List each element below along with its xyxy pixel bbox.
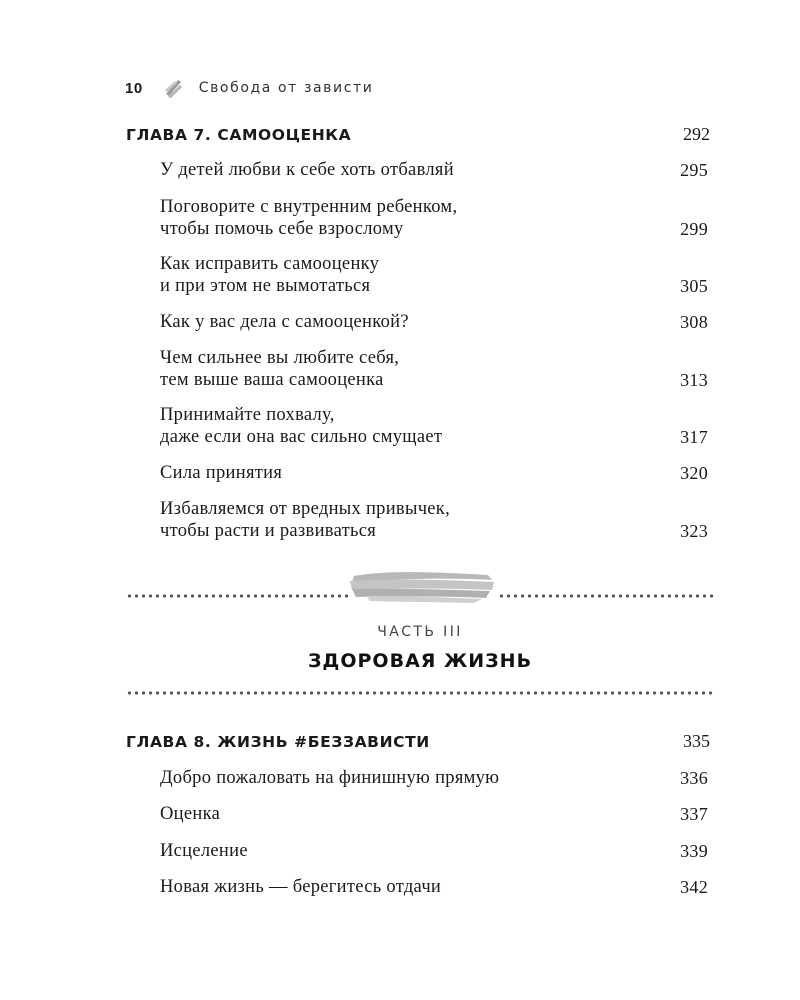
toc-entry-page: 305 xyxy=(680,276,708,296)
toc-entry[interactable] xyxy=(160,462,708,484)
toc-entry-title: Исцеление xyxy=(160,841,248,861)
running-header xyxy=(125,76,373,100)
chapter-title: ГЛАВА 7. САМООЦЕНКА xyxy=(126,126,352,144)
dotted-divider xyxy=(126,691,714,695)
toc-entry-page: 339 xyxy=(680,841,708,861)
chapter-page-number: 292 xyxy=(683,124,710,144)
dotted-divider xyxy=(498,594,714,598)
toc-entry-title: Как у вас дела с самооценкой? xyxy=(160,312,409,332)
toc-entry[interactable] xyxy=(160,404,708,448)
toc-entry-title: Новая жизнь — берегитесь отдачи xyxy=(160,877,442,897)
chapter-heading[interactable] xyxy=(126,731,710,752)
toc-entry-page: 320 xyxy=(680,463,708,483)
toc-entry-page: 342 xyxy=(680,877,708,897)
toc-entry-title: Как исправить самооценку и при этом не вымотаться xyxy=(160,254,380,296)
toc-entry[interactable] xyxy=(160,840,708,862)
chapter-title: ГЛАВА 8. ЖИЗНЬ #БЕЗЗАВИСТИ xyxy=(126,733,430,751)
toc-entry[interactable] xyxy=(160,876,708,898)
part-title: ЗДОРОВАЯ ЖИЗНЬ xyxy=(307,650,533,672)
toc-entry[interactable] xyxy=(160,253,708,297)
toc-entry-page: 299 xyxy=(680,219,708,239)
toc-entry-page: 336 xyxy=(680,768,708,788)
toc-entry-title: Избавляемся от вредных привычек, чтобы расти и развиваться xyxy=(160,499,451,541)
brush-stroke-ornament xyxy=(346,566,496,606)
chapter-heading[interactable] xyxy=(126,124,710,145)
toc-entry-page: 323 xyxy=(680,521,708,541)
part-label: ЧАСТЬ III xyxy=(377,624,463,640)
toc-entry-title: У детей любви к себе хоть отбавляй xyxy=(160,160,454,180)
toc-entry-title: Принимайте похвалу, даже если она вас сильно смущает xyxy=(160,405,443,447)
toc-entry[interactable] xyxy=(160,347,708,391)
toc-entry-page: 317 xyxy=(680,427,708,447)
book-title: Свобода от зависти xyxy=(198,80,374,96)
toc-entry[interactable] xyxy=(160,196,708,240)
toc-entry[interactable] xyxy=(160,311,708,333)
toc-entry[interactable] xyxy=(160,803,708,825)
toc-entry-title: Добро пожаловать на финишную прямую xyxy=(160,768,500,788)
toc-entry-title: Сила принятия xyxy=(160,463,283,483)
toc-entry-title: Оценка xyxy=(160,804,221,824)
dotted-divider xyxy=(126,594,348,598)
page-number: 10 xyxy=(125,79,143,97)
toc-entry-title: Чем сильнее вы любите себя, тем выше ваша самооценка xyxy=(160,348,400,390)
toc-entry-page: 308 xyxy=(680,312,708,332)
chapter-page-number: 335 xyxy=(683,731,710,751)
brush-mark-icon xyxy=(163,77,185,99)
toc-entry-title: Поговорите с внутренним ребенком, чтобы помочь себе взрослому xyxy=(160,197,458,239)
toc-entry[interactable] xyxy=(160,767,708,789)
toc-entry[interactable] xyxy=(160,159,708,181)
toc-entry-page: 295 xyxy=(680,160,708,180)
toc-entry[interactable] xyxy=(160,498,708,542)
toc-entry-page: 337 xyxy=(680,804,708,824)
toc-entry-page: 313 xyxy=(680,370,708,390)
